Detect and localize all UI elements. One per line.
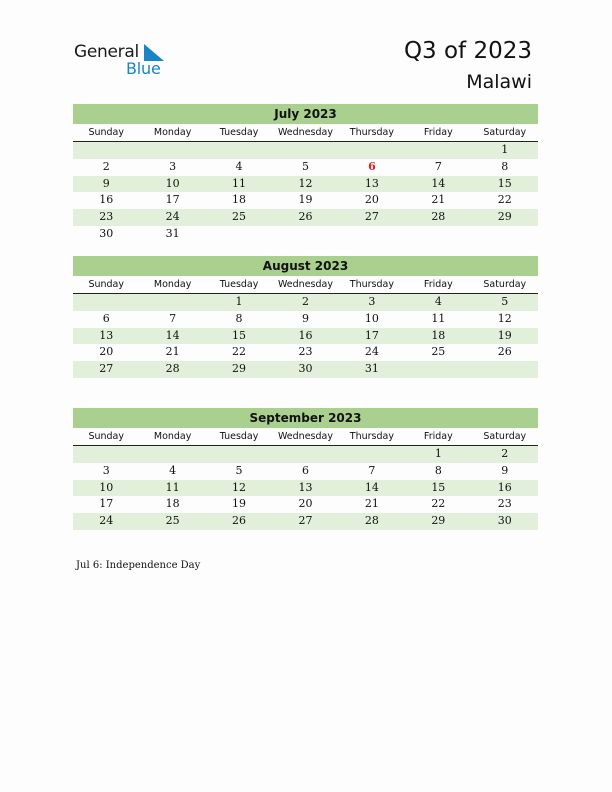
weekday-label: Tuesday	[206, 276, 272, 294]
day-cell: 29	[405, 513, 471, 530]
day-cell: 6	[368, 159, 376, 173]
weekday-label: Wednesday	[272, 124, 338, 142]
day-cell: 8	[235, 311, 243, 325]
week-row	[73, 480, 538, 497]
day-cell: 24	[73, 513, 139, 530]
day-cell: 24	[139, 209, 205, 226]
day-cell: 10	[73, 480, 139, 497]
weekday-label: Monday	[139, 428, 205, 446]
month-september	[73, 408, 538, 530]
month-header: July 2023	[73, 104, 538, 124]
day-cell: 9	[501, 463, 509, 477]
weekday-label: Friday	[405, 124, 471, 142]
weekday-label: Monday	[139, 124, 205, 142]
day-cell: 3	[339, 294, 405, 311]
day-cell	[272, 226, 338, 243]
week-row	[73, 192, 538, 209]
day-cell: 7	[368, 463, 376, 477]
week-row	[73, 226, 538, 243]
month-header: September 2023	[73, 408, 538, 428]
day-cell: 19	[298, 193, 313, 207]
day-cell: 14	[339, 480, 405, 497]
weekday-label: Sunday	[73, 276, 139, 294]
day-cell: 27	[73, 361, 139, 378]
day-cell: 11	[206, 176, 272, 193]
weekday-label: Tuesday	[206, 428, 272, 446]
day-cell: 1	[472, 142, 538, 159]
day-cell: 8	[501, 159, 509, 173]
day-cell	[206, 446, 272, 463]
day-cell: 26	[272, 209, 338, 226]
week-row	[73, 311, 538, 328]
day-cell: 27	[272, 513, 338, 530]
day-cell: 17	[165, 193, 180, 207]
weekday-label: Thursday	[339, 428, 405, 446]
week-row	[73, 209, 538, 226]
day-cell: 18	[232, 193, 247, 207]
day-cell: 24	[364, 345, 379, 359]
day-cell: 25	[139, 513, 205, 530]
weekday-label: Saturday	[472, 428, 538, 446]
week-row	[73, 176, 538, 193]
day-cell: 10	[364, 311, 379, 325]
day-cell: 10	[139, 176, 205, 193]
day-cell	[339, 446, 405, 463]
page-title: Q3 of 2023	[403, 38, 532, 64]
day-cell: 19	[472, 328, 538, 345]
week-row	[73, 159, 538, 176]
weekday-label: Sunday	[73, 124, 139, 142]
calendar-grid	[73, 276, 538, 378]
day-cell: 18	[405, 328, 471, 345]
day-cell: 30	[272, 361, 338, 378]
day-cell: 7	[169, 311, 177, 325]
day-cell	[73, 446, 139, 463]
day-cell: 3	[102, 463, 110, 477]
day-cell: 4	[405, 294, 471, 311]
day-cell: 8	[434, 463, 442, 477]
day-cell: 1	[206, 294, 272, 311]
day-cell	[472, 361, 538, 378]
week-row	[73, 344, 538, 361]
weekday-label: Thursday	[339, 276, 405, 294]
day-cell: 21	[165, 345, 180, 359]
day-cell	[139, 294, 205, 311]
day-cell: 9	[301, 311, 309, 325]
day-cell: 25	[431, 345, 446, 359]
day-cell: 6	[102, 311, 110, 325]
day-cell: 31	[339, 361, 405, 378]
weekday-label: Friday	[405, 276, 471, 294]
logo-general-text: General	[74, 42, 139, 62]
day-cell: 20	[364, 193, 379, 207]
month-august	[73, 256, 538, 378]
day-cell: 15	[472, 176, 538, 193]
day-cell: 14	[405, 176, 471, 193]
day-cell: 12	[272, 176, 338, 193]
calendar-grid	[73, 428, 538, 530]
week-row	[73, 513, 538, 530]
weekday-row	[73, 276, 538, 294]
weekday-label: Friday	[405, 428, 471, 446]
logo	[74, 42, 184, 78]
day-cell: 22	[232, 345, 247, 359]
month-july	[73, 104, 538, 243]
weekday-label: Saturday	[472, 124, 538, 142]
day-cell: 16	[272, 328, 338, 345]
weekday-label: Thursday	[339, 124, 405, 142]
day-cell	[272, 446, 338, 463]
day-cell: 26	[206, 513, 272, 530]
day-cell: 19	[232, 497, 247, 511]
country-name: Malawi	[466, 71, 532, 93]
day-cell: 21	[364, 497, 379, 511]
day-cell: 13	[73, 328, 139, 345]
day-cell: 12	[206, 480, 272, 497]
day-cell	[405, 226, 471, 243]
day-cell: 22	[431, 497, 446, 511]
day-cell: 30	[472, 513, 538, 530]
day-cell: 27	[339, 209, 405, 226]
day-cell	[339, 142, 405, 159]
day-cell: 16	[472, 480, 538, 497]
day-cell: 4	[169, 463, 177, 477]
holiday-note: Jul 6: Independence Day	[76, 560, 201, 571]
week-row	[73, 142, 538, 159]
month-header: August 2023	[73, 256, 538, 276]
day-cell: 29	[472, 209, 538, 226]
week-row	[73, 361, 538, 378]
day-cell	[73, 142, 139, 159]
day-cell	[405, 361, 471, 378]
weekday-label: Wednesday	[272, 276, 338, 294]
day-cell: 11	[431, 311, 446, 325]
weekday-label: Monday	[139, 276, 205, 294]
week-row	[73, 294, 538, 311]
day-cell: 18	[165, 497, 180, 511]
weekday-label: Wednesday	[272, 428, 338, 446]
day-cell	[272, 142, 338, 159]
week-row	[73, 446, 538, 463]
day-cell: 16	[99, 193, 114, 207]
week-row	[73, 496, 538, 513]
day-cell: 11	[139, 480, 205, 497]
day-cell: 23	[497, 497, 512, 511]
day-cell	[405, 142, 471, 159]
day-cell: 1	[405, 446, 471, 463]
day-cell: 28	[405, 209, 471, 226]
day-cell: 5	[301, 159, 309, 173]
day-cell: 17	[99, 497, 114, 511]
day-cell	[73, 294, 139, 311]
weekday-row	[73, 428, 538, 446]
day-cell: 15	[206, 328, 272, 345]
calendar-grid	[73, 124, 538, 243]
day-cell: 2	[102, 159, 110, 173]
day-cell	[472, 226, 538, 243]
day-cell: 23	[73, 209, 139, 226]
day-cell: 6	[301, 463, 309, 477]
day-cell	[339, 226, 405, 243]
day-cell: 4	[235, 159, 243, 173]
day-cell: 29	[206, 361, 272, 378]
day-cell	[139, 446, 205, 463]
weekday-label: Saturday	[472, 276, 538, 294]
logo-blue-text: Blue	[126, 59, 161, 78]
weekday-label: Sunday	[73, 428, 139, 446]
day-cell: 2	[272, 294, 338, 311]
day-cell: 17	[339, 328, 405, 345]
day-cell: 20	[99, 345, 114, 359]
day-cell: 2	[472, 446, 538, 463]
week-row	[73, 328, 538, 345]
week-row	[73, 463, 538, 480]
day-cell: 28	[339, 513, 405, 530]
day-cell: 5	[235, 463, 243, 477]
day-cell: 7	[434, 159, 442, 173]
weekday-row	[73, 124, 538, 142]
day-cell	[206, 142, 272, 159]
day-cell: 20	[298, 497, 313, 511]
day-cell: 30	[99, 226, 114, 240]
day-cell: 31	[165, 226, 180, 240]
day-cell: 9	[73, 176, 139, 193]
weekday-label: Tuesday	[206, 124, 272, 142]
day-cell: 13	[272, 480, 338, 497]
day-cell: 14	[139, 328, 205, 345]
day-cell: 5	[472, 294, 538, 311]
day-cell: 12	[497, 311, 512, 325]
day-cell: 23	[298, 345, 313, 359]
day-cell: 13	[339, 176, 405, 193]
day-cell	[139, 142, 205, 159]
day-cell	[206, 226, 272, 243]
day-cell: 28	[139, 361, 205, 378]
day-cell: 3	[169, 159, 177, 173]
day-cell: 25	[206, 209, 272, 226]
day-cell: 26	[497, 345, 512, 359]
day-cell: 21	[431, 193, 446, 207]
day-cell: 22	[497, 193, 512, 207]
day-cell: 15	[405, 480, 471, 497]
